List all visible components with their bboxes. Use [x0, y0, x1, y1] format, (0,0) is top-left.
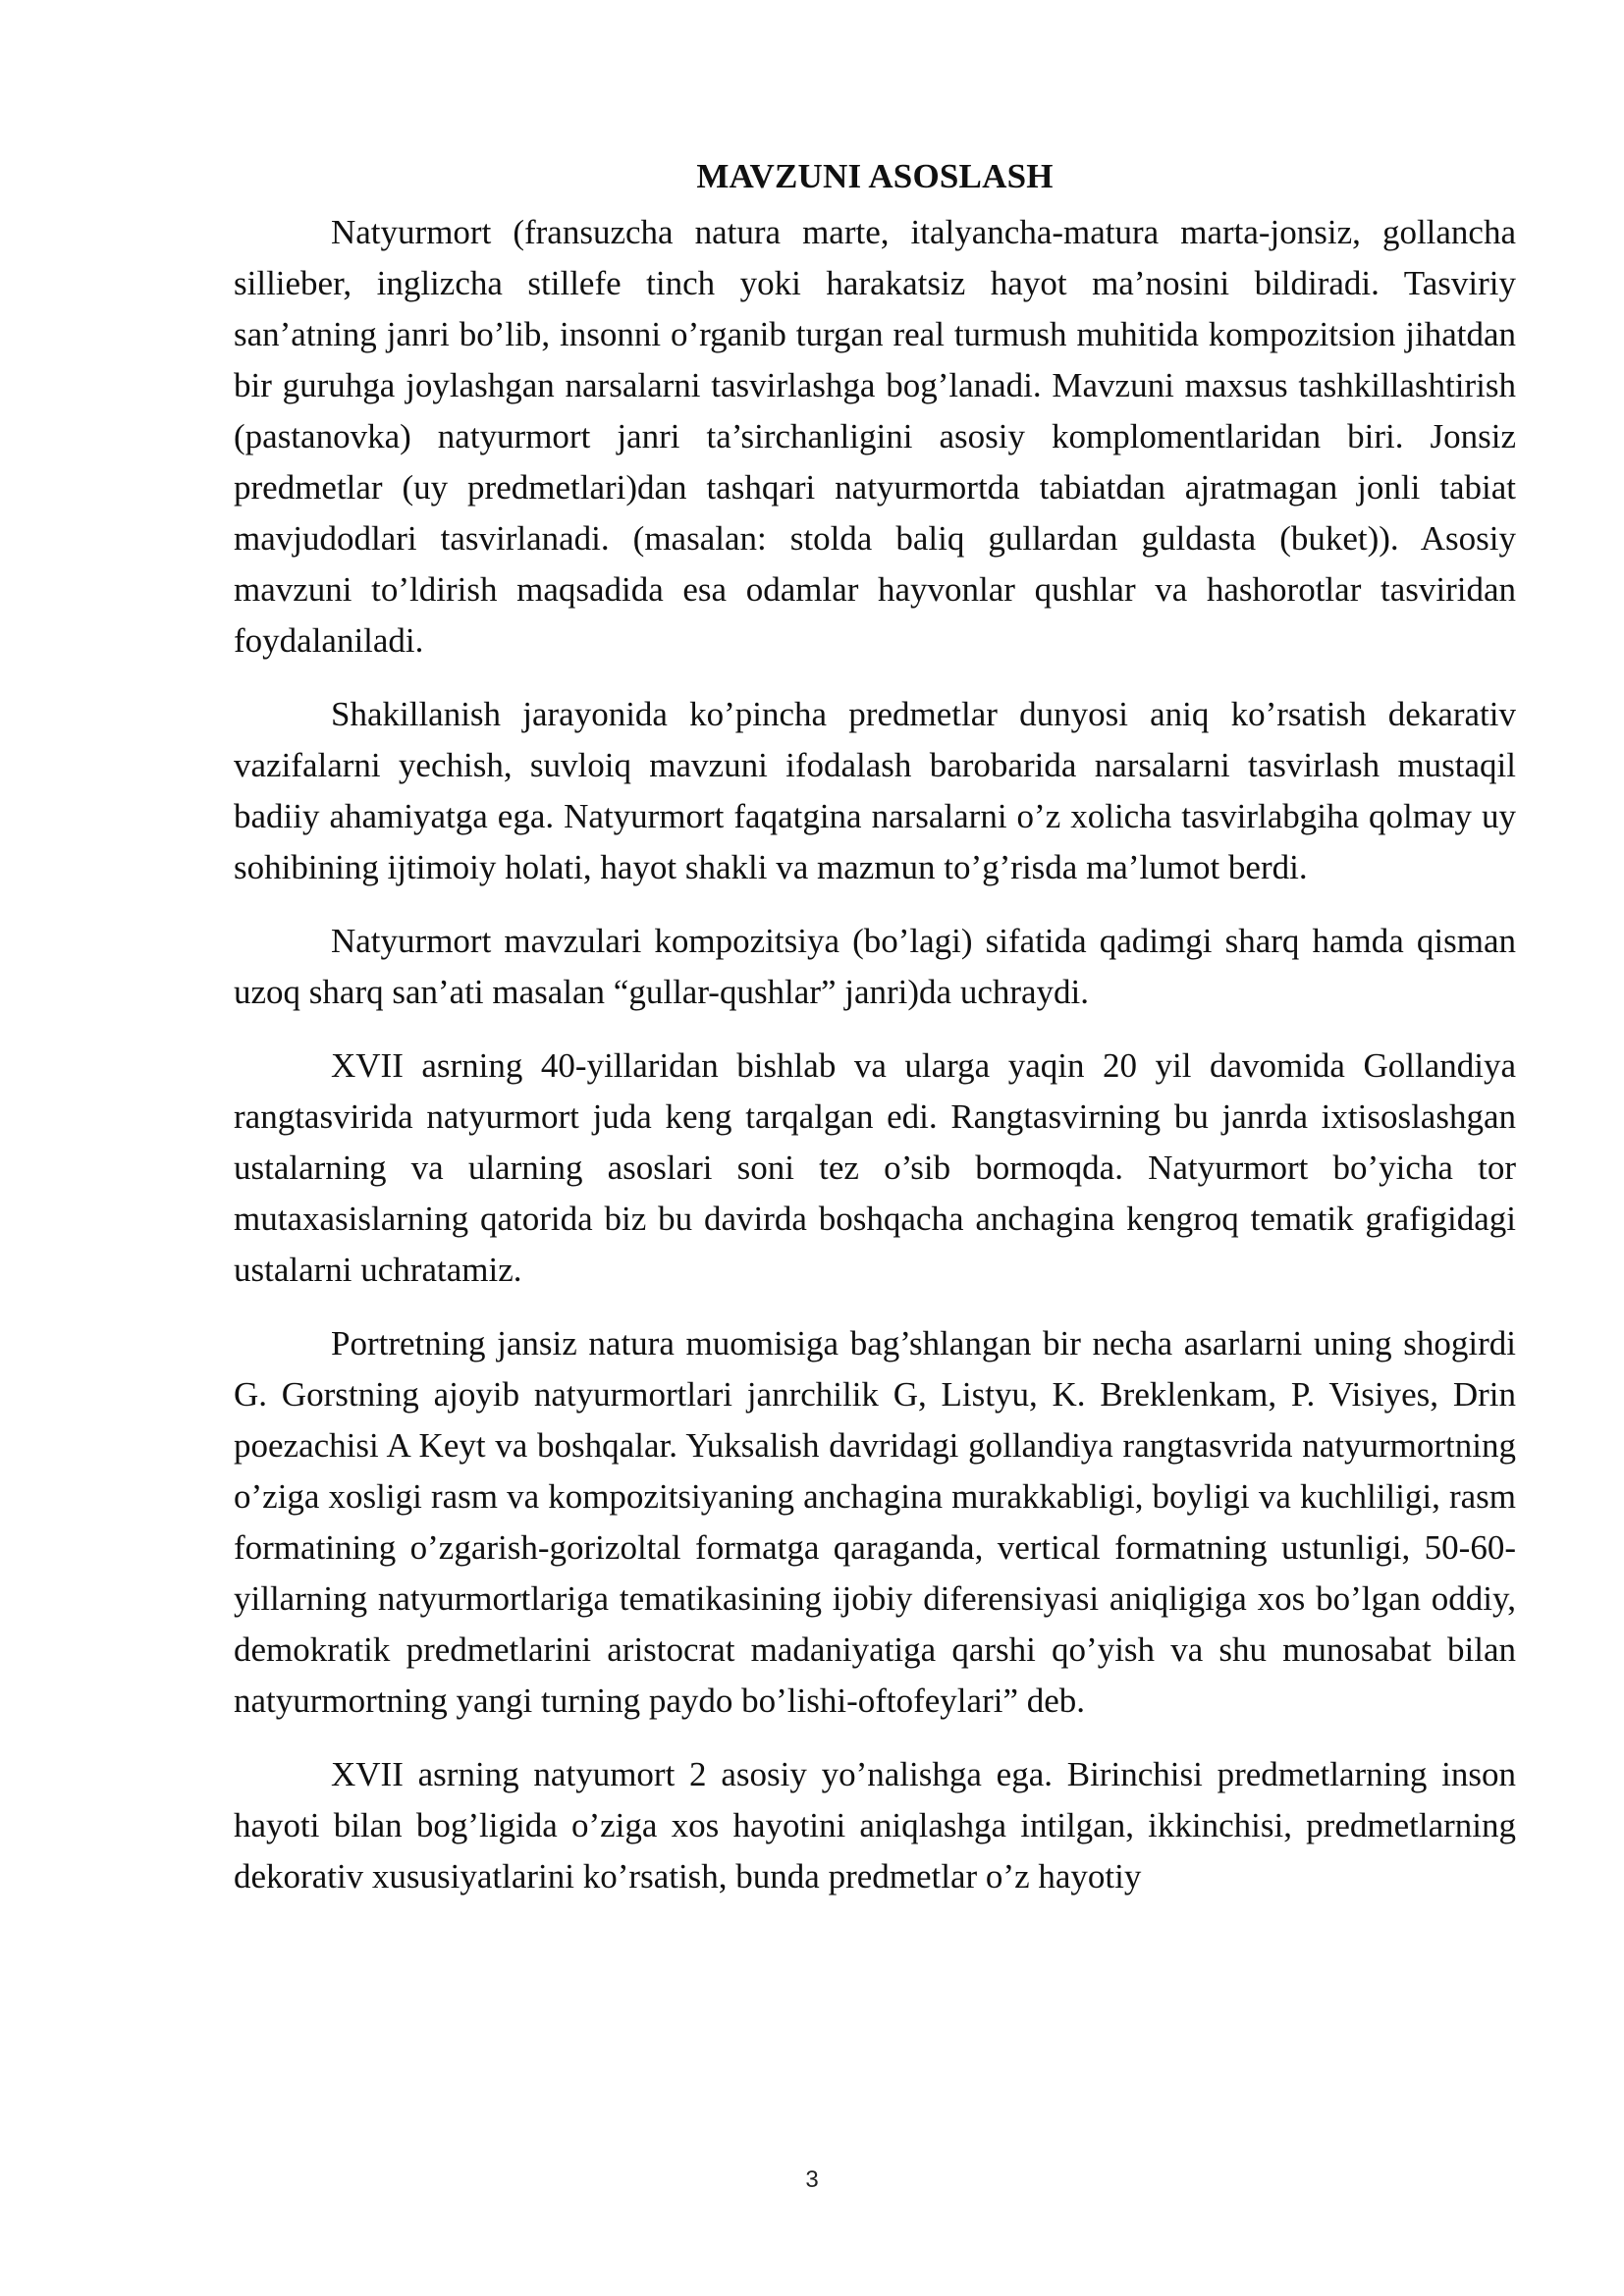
paragraph-3: Natyurmort mavzulari kompozitsiya (bo’lagi) sifatida qadimgi sharq hamda qisman uzoq sharq san’ati masalan “gullar-qushlar” janri)da uchraydi.	[234, 922, 1516, 1011]
paragraph-5: Portretning jansiz natura muomisiga bag’shlangan bir necha asarlarni uning shogirdi G. Gorstning ajoyib natyurmortlari janrchilik G, Listyu, K. Breklenkam, P. Visiyes, Drin poezachisi A Keyt va boshqalar. Yuksalish davridagi gollandiya rangtasvrida natyurmortning o’ziga xosligi rasm va kompozitsiyaning anchagina murakkabligi, boyligi va kuchliligi, rasm formatining o’zgarish-gorizoltal formatga qaraganda, vertical formatning ustunligi, 50-60-yillarning natyurmortlariga tematikasining ijobiy diferensiyasi aniqligiga xos bo’lgan oddiy, demokratik predmetlarini aristocrat madaniyatiga qarshi qo’yish va shu munosabat bilan natyurmortning yangi turning paydo bo’lishi-oftofeylari” deb.	[234, 1324, 1516, 1720]
page-content	[234, 147, 1516, 1925]
paragraph-2: Shakillanish jarayonida ko’pincha predmetlar dunyosi aniq ko’rsatish dekarativ vazifalarni yechish, suvloiq mavzuni ifodalash barobarida narsalarni tasvirlash mustaqil badiiy ahamiyatga ega. Natyurmort faqatgina narsalarni o’z xolicha tasvirlabgiha qolmay uy sohibining ijtimoiy holati, hayot shakli va mazmun to’g’risda ma’lumot berdi.	[234, 695, 1516, 886]
paragraph-6: XVII asrning natyumort 2 asosiy yo’nalishga ega. Birinchisi predmetlarning inson hayoti bilan bog’ligida o’ziga xos hayotini aniqlashga intilgan, ikkinchisi, predmetlarning dekorativ xususiyatlarini ko’rsatish, bunda predmetlar o’z hayotiy	[234, 1755, 1516, 1896]
page-number: 3	[805, 2166, 819, 2193]
paragraph-4: XVII asrning 40-yillaridan bishlab va ularga yaqin 20 yil davomida Gollandiya rangtasvirida natyurmort juda keng tarqalgan edi. Rangtasvirning bu janrda ixtisoslashgan ustalarning va ularning asoslari soni tez o’sib bormoqda. Natyurmort bo’yicha tor mutaxasislarning qatorida biz bu davirda boshqacha anchagina kengroq tematik grafigidagi ustalarni uchratamiz.	[234, 1046, 1516, 1289]
paragraph-1: Natyurmort (fransuzcha natura marte, italyancha-matura marta-jonsiz, gollancha sillieber, inglizcha stillefe tinch yoki harakatsiz hayot ma’nosini bildiradi. Tasviriy san’atning janri bo’lib, insonni o’rganib turgan real turmush muhitida kompozitsion jihatdan bir guruhga joylashgan narsalarni tasvirlashga bog’lanadi. Mavzuni maxsus tashkillashtirish (pastanovka) natyurmort janri ta’sirchanligini asosiy komplomentlaridan biri. Jonsiz predmetlar (uy predmetlari)dan tashqari natyurmortda tabiatdan ajratmagan jonli tabiat mavjudodlari tasvirlanadi. (masalan: stolda baliq gullardan guldasta (buket)). Asosiy mavzuni to’ldirish maqsadida esa odamlar hayvonlar qushlar va hashorotlar tasviridan foydalaniladi.	[234, 213, 1516, 660]
page-title: MAVZUNI ASOSLASH	[696, 157, 1054, 195]
